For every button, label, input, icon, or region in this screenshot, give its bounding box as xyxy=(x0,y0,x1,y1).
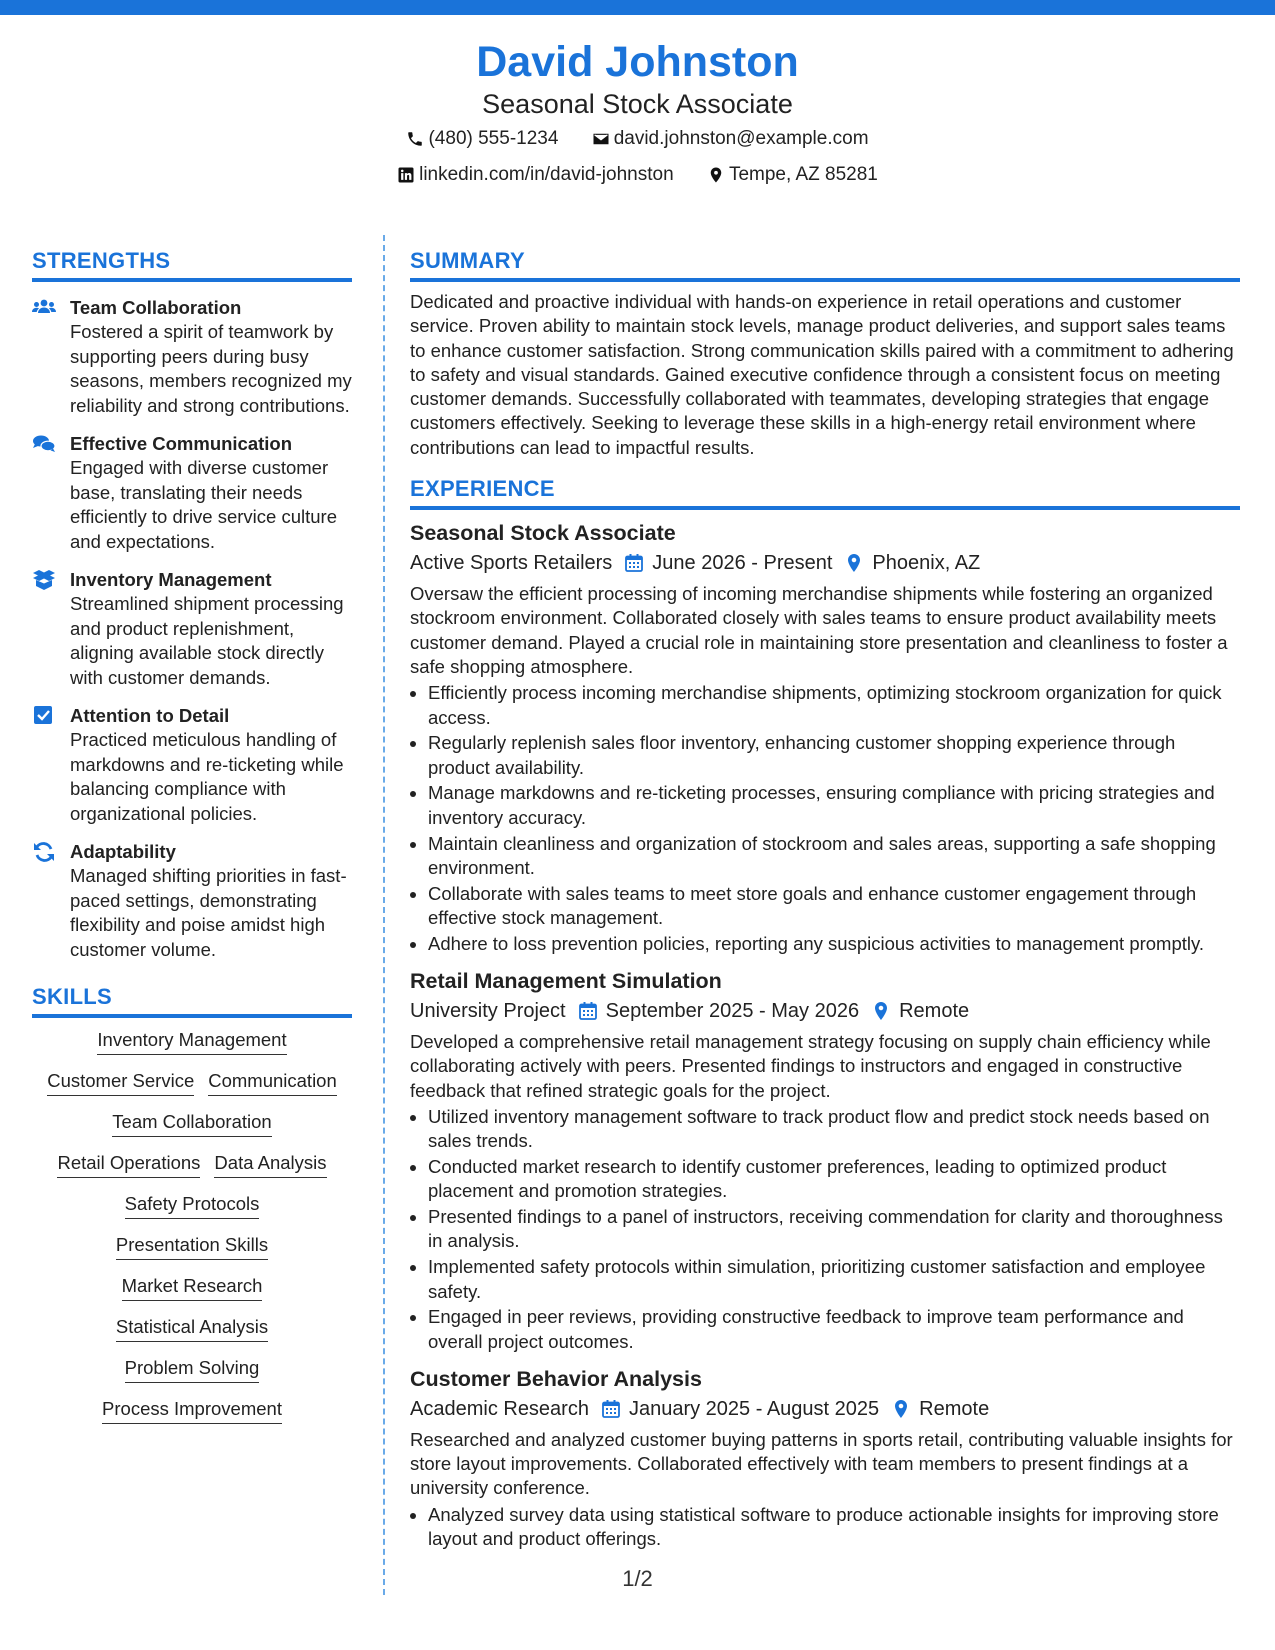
strength-desc: Managed shifting priorities in fast-paced settings, demonstrating flexibility and poise amidst high customer volume. xyxy=(70,865,347,960)
contact-row-2 xyxy=(0,162,1275,192)
job-org: Academic Research xyxy=(410,1397,589,1420)
strength-item xyxy=(32,296,352,418)
comments-icon xyxy=(32,433,56,455)
job-meta xyxy=(410,996,1240,1026)
strength-title: Effective Communication xyxy=(70,433,293,454)
strength-title: Team Collaboration xyxy=(70,297,242,318)
bullet-item: • Adhere to loss prevention policies, reporting any suspicious activities to management promptly. xyxy=(428,932,1240,956)
job-location: Remote xyxy=(899,1000,970,1023)
top-accent-bar xyxy=(0,0,1275,15)
users-icon xyxy=(32,297,56,319)
skill-tag: Retail Operations xyxy=(57,1151,200,1178)
skill-tag: Inventory Management xyxy=(97,1028,286,1055)
contact-phone xyxy=(406,126,558,152)
job-org: University Project xyxy=(410,1000,566,1023)
skills-heading: SKILLS xyxy=(32,984,352,1018)
strength-title: Attention to Detail xyxy=(70,705,230,726)
strength-item xyxy=(32,704,352,826)
job-description: Researched and analyzed customer buying patterns in sports retail, contributing valuable insights for store layout improvements. Collaborated effectively with team members to present findings at a university conference. xyxy=(410,1428,1233,1499)
job-location: Remote xyxy=(919,1397,990,1420)
skill-tag: Customer Service xyxy=(47,1069,194,1096)
job-location: Phoenix, AZ xyxy=(872,552,981,575)
skill-tag: Data Analysis xyxy=(214,1151,326,1178)
skill-tag: Problem Solving xyxy=(125,1356,260,1383)
email-text: david.johnston@example.com xyxy=(613,128,869,150)
map-pin-icon xyxy=(871,1001,891,1021)
column-divider xyxy=(383,235,385,1595)
job-bullets xyxy=(410,1503,1240,1552)
bullet-item: • Engaged in peer reviews, providing constructive feedback to improve team performance and overall project outcomes. xyxy=(428,1305,1240,1354)
linkedin-text: linkedin.com/in/david-johnston xyxy=(419,164,674,186)
strength-item xyxy=(32,568,352,690)
phone-icon xyxy=(406,130,424,148)
job-dates: June 2026 - Present xyxy=(652,552,833,575)
skill-tag: Statistical Analysis xyxy=(116,1315,268,1342)
job-dates: January 2025 - August 2025 xyxy=(628,1397,880,1420)
contact-email[interactable] xyxy=(592,126,869,152)
linkedin-icon xyxy=(397,166,415,184)
experience-entry xyxy=(410,966,1240,1354)
envelope-icon xyxy=(592,130,610,148)
calendar-icon xyxy=(601,1399,621,1419)
skill-tag: Market Research xyxy=(122,1274,263,1301)
checkbox-icon xyxy=(32,705,56,727)
job-title: Customer Behavior Analysis xyxy=(410,1366,702,1391)
bullet-item: • Efficiently process incoming merchandise shipments, optimizing stockroom organization for quick access. xyxy=(428,681,1240,730)
job-meta xyxy=(410,548,1240,578)
strengths-heading: STRENGTHS xyxy=(32,248,352,282)
strength-title: Adaptability xyxy=(70,841,176,862)
bullet-item: • Presented findings to a panel of instructors, receiving commendation for clarity and thoroughness in analysis. xyxy=(428,1205,1240,1254)
job-org: Active Sports Retailers xyxy=(410,552,613,575)
boxes-icon xyxy=(32,569,56,591)
candidate-title: Seasonal Stock Associate xyxy=(482,89,793,120)
skill-tag: Presentation Skills xyxy=(116,1233,268,1260)
skill-tag: Team Collaboration xyxy=(112,1110,271,1137)
job-bullets xyxy=(410,1105,1240,1354)
job-bullets xyxy=(410,681,1240,956)
experience-heading: EXPERIENCE xyxy=(410,476,1240,510)
candidate-name: David Johnston xyxy=(476,38,799,86)
contact-row-1 xyxy=(0,126,1275,156)
experience-entry xyxy=(410,1364,1240,1551)
strength-title: Inventory Management xyxy=(70,569,272,590)
phone-text: (480) 555-1234 xyxy=(428,128,559,150)
strength-desc: Practiced meticulous handling of markdowns and re-ticketing while balancing compliance with organizational policies. xyxy=(70,729,344,824)
strength-item xyxy=(32,432,352,554)
job-title: Retail Management Simulation xyxy=(410,969,722,994)
bullet-item: • Manage markdowns and re-ticketing processes, ensuring compliance with pricing strategies and inventory accuracy. xyxy=(428,781,1240,830)
bullet-item: • Analyzed survey data using statistical software to produce actionable insights for improving store layout and product offerings. xyxy=(428,1503,1240,1552)
job-meta xyxy=(410,1394,1240,1424)
job-description: Developed a comprehensive retail management strategy focusing on supply chain efficiency while collaborating actively with peers. Presented findings to instructors and engaged in constructive feedback that refined strategic goals for the project. xyxy=(410,1031,1211,1101)
calendar-icon xyxy=(624,553,644,573)
summary-heading: SUMMARY xyxy=(410,248,1240,282)
experience-entry xyxy=(410,518,1240,956)
bullet-item: • Implemented safety protocols within simulation, prioritizing customer satisfaction and employee safety. xyxy=(428,1255,1240,1304)
resume-header xyxy=(0,38,1275,192)
summary-text: Dedicated and proactive individual with hands-on experience in retail operations and customer service. Proven ability to maintain stock levels, manage product deliveries, and support sales teams to enhance customer satisfaction. Strong communication skills paired with a commitment to adhering to safety and visual standards. Gained executive confidence through a consistent focus on meeting customer demands. Successfully collaborated with teammates, developing strategies that engage customers effectively. Seeking to leverage these skills in a high-energy retail environment where contributions can lead to impactful results. xyxy=(410,291,1234,458)
right-column xyxy=(410,248,1240,1553)
page-number: 1/2 xyxy=(622,1566,653,1591)
skills-list xyxy=(32,1028,352,1424)
skill-tag: Communication xyxy=(208,1069,337,1096)
skill-tag: Process Improvement xyxy=(102,1397,282,1424)
job-title: Seasonal Stock Associate xyxy=(410,521,676,546)
strength-desc: Engaged with diverse customer base, translating their needs efficiently to drive service culture and expectations. xyxy=(70,457,337,552)
strength-desc: Fostered a spirit of teamwork by supporting peers during busy seasons, members recognized my reliability and strong contributions. xyxy=(70,321,352,416)
bullet-item: • Maintain cleanliness and organization of stockroom and sales areas, supporting a safe shopping environment. xyxy=(428,832,1240,881)
bullet-item: • Collaborate with sales teams to meet store goals and enhance customer engagement through effective stock management. xyxy=(428,882,1240,931)
map-pin-icon xyxy=(891,1399,911,1419)
strength-item xyxy=(32,840,352,962)
strength-desc: Streamlined shipment processing and product replenishment, aligning available stock directly with customer demands. xyxy=(70,593,344,688)
map-pin-icon xyxy=(844,553,864,573)
skill-tag: Safety Protocols xyxy=(125,1192,260,1219)
job-description: Oversaw the efficient processing of incoming merchandise shipments while fostering an organized stockroom environment. Collaborated closely with sales teams to ensure product availability meets customer demand. Played a crucial role in maintaining store presentation and cleanliness to foster a safe shopping atmosphere. xyxy=(410,583,1228,677)
bullet-item: • Regularly replenish sales floor inventory, enhancing customer shopping experience through product availability. xyxy=(428,731,1240,780)
left-column xyxy=(32,248,352,1438)
map-pin-icon xyxy=(707,166,725,184)
location-text: Tempe, AZ 85281 xyxy=(728,164,878,186)
refresh-icon xyxy=(32,841,56,863)
bullet-item: • Utilized inventory management software to track product flow and predict stock needs based on sales trends. xyxy=(428,1105,1240,1154)
job-dates: September 2025 - May 2026 xyxy=(605,1000,860,1023)
contact-linkedin[interactable] xyxy=(397,162,674,188)
calendar-icon xyxy=(578,1001,598,1021)
contact-location xyxy=(707,162,878,188)
bullet-item: • Conducted market research to identify customer preferences, leading to optimized product placement and promotion strategies. xyxy=(428,1155,1240,1204)
